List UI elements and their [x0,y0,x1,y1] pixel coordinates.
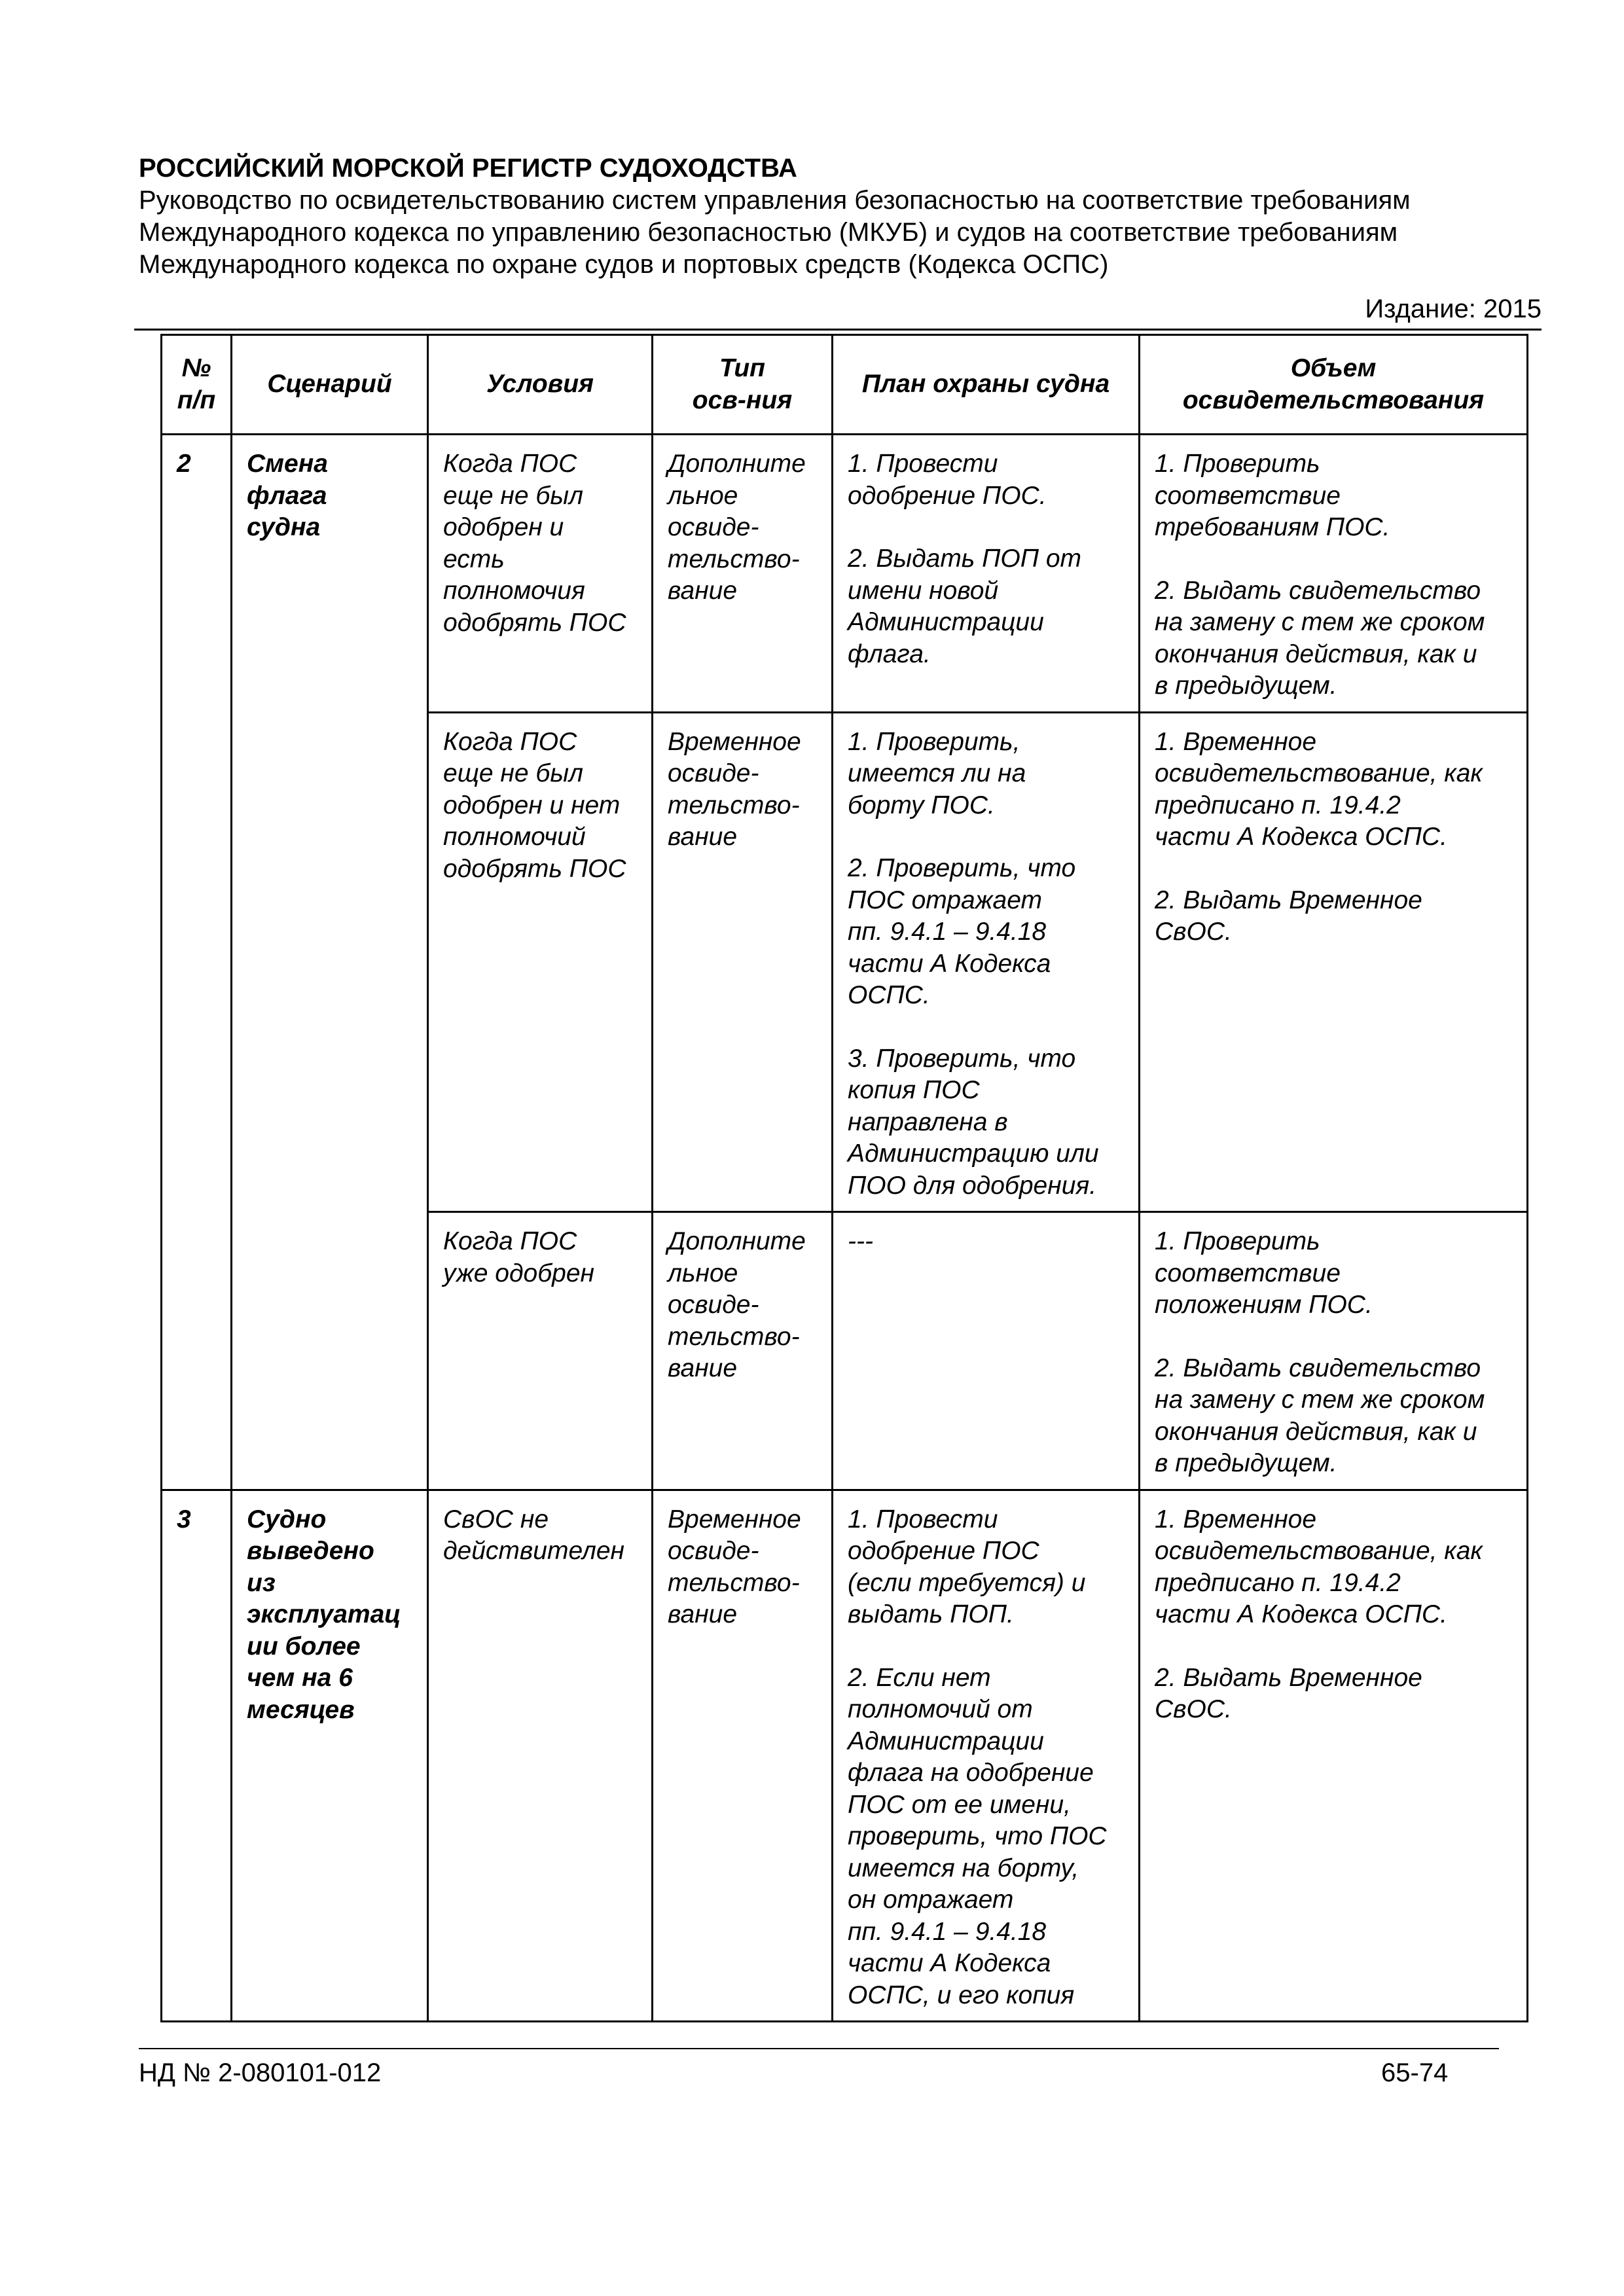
text-line: льное [668,1259,738,1287]
conditions-cell [428,435,653,713]
text-line: предписано п. 19.4.2 [1155,1568,1401,1597]
scope-item [1155,1662,1513,1726]
row-number-cell: 2 [162,435,232,1490]
col-conditions-header [428,335,653,435]
survey-type-cell [653,1490,833,2022]
text-line: Временное [668,1505,801,1534]
footer-page-number: 65-74 [1381,2058,1449,2087]
text-line: вание [668,1354,738,1382]
text-line: одобрять ПОС [443,608,626,637]
security-plan-cell [833,712,1140,1212]
scenario-cell [232,1490,428,2022]
text-line: вание [668,1600,738,1628]
text-line: на замену с тем же сроком [1155,1386,1485,1414]
text-line: 2. Выдать свидетельство [1155,576,1481,605]
text-line: Условия [486,370,594,399]
text-line: ОСПС. [848,981,930,1009]
table-body [162,435,1528,2022]
text-line: соответствие [1155,481,1341,510]
text-line: еще не был [443,759,584,787]
survey-type-cell [653,1212,833,1490]
text-line: флага. [848,639,931,668]
text-line: имеется ли на [848,759,1026,787]
plan-item [848,1504,1125,1631]
organization-title: РОССИЙСКИЙ МОРСКОЙ РЕГИСТР СУДОХОДСТВА [139,154,797,183]
text-line: СвОС не [443,1505,549,1534]
survey-type-cell [653,712,833,1212]
text-line: осв-ния [692,386,793,414]
text-line: льное [668,481,738,510]
text-line: (если требуется) и [848,1568,1086,1597]
survey-scope-cell [1140,435,1528,713]
text-line: полномочия [443,577,585,605]
text-line: выведено [247,1537,374,1565]
plan-item [848,1043,1125,1202]
text-line: --- [848,1227,873,1255]
text-line: одобрен и [443,513,564,541]
text-line: 2. Выдать Временное [1155,1663,1422,1692]
conditions-cell [428,1490,653,2022]
text-line: пп. 9.4.1 – 9.4.18 [848,1917,1047,1946]
text-line: СвОС. [1155,918,1232,946]
plan-item [848,1226,1125,1258]
security-plan-cell [833,435,1140,713]
text-line: уже одобрен [443,1259,595,1287]
text-line: пп. 9.4.1 – 9.4.18 [848,918,1047,946]
text-line: флага [247,481,327,510]
text-line: ПОС отражает [848,886,1042,914]
text-line: чем на 6 [247,1664,353,1692]
scope-item [1155,1226,1513,1321]
text-line: флага на одобрение [848,1759,1094,1787]
text-line: п/п [177,386,216,414]
col-number-header [162,335,232,435]
text-line: полномочий [443,823,586,851]
text-line: освиде- [668,759,759,787]
document-header [139,152,1526,281]
plan-item [848,1662,1125,2012]
text-line: освидетельствования [1182,386,1485,414]
text-line: в предыдущем. [1155,1449,1337,1477]
text-line: 1. Временное [1155,727,1317,756]
col-security-plan-header [833,335,1140,435]
survey-scope-cell [1140,1490,1528,2022]
plan-item [848,853,1125,1012]
text-line: борту ПОС. [848,791,995,819]
text-line: освидетельствование, как [1155,759,1483,787]
text-line: тельство- [668,1568,800,1597]
text-line: Когда ПОС [443,1227,577,1255]
text-line: 2. Если нет [848,1663,991,1692]
text-line: тельство- [668,791,800,819]
text-line: имени новой [848,576,999,605]
text-line: проверить, что ПОС [848,1822,1107,1850]
text-line: требованиям ПОС. [1155,513,1390,541]
text-line: Администрации [848,608,1044,636]
scenario-cell [232,435,428,1490]
text-line: 1. Проверить, [848,727,1020,756]
text-line: он отражает [848,1886,1014,1914]
text-line: вание [668,577,738,605]
conditions-cell [428,1212,653,1490]
col-survey-scope-header [1140,335,1528,435]
text-line: действителен [443,1537,624,1565]
text-line: месяцев [247,1695,355,1724]
text-line: освидетельствование, как [1155,1537,1483,1565]
text-line: предписано п. 19.4.2 [1155,791,1401,819]
scope-item [1155,1504,1513,1631]
text-line: освиде- [668,513,759,541]
text-line: освиде- [668,1537,759,1565]
text-line: ПОС от ее имени, [848,1790,1071,1819]
text-line: одобрение ПОС [848,1537,1039,1565]
edition-label: Издание: 2015 [1365,295,1542,323]
text-line: 1. Провести [848,450,998,478]
subtitle-line-1: Руководство по освидетельствованию систем управления безопасностью на соответствие требованиям [139,186,1411,215]
text-line: одобрение ПОС. [848,481,1047,510]
subtitle-line-3: Международного кодекса по охране судов и портовых средств (Кодекса ОСПС) [139,250,1109,279]
text-line: 1. Проверить [1155,1227,1320,1255]
table-row [162,1490,1528,2022]
text-line: Администрации [848,1727,1044,1755]
text-line: освиде- [668,1291,759,1319]
plan-item [848,726,1125,822]
text-line: выдать ПОП. [848,1600,1014,1628]
survey-scope-cell [1140,712,1528,1212]
text-line: 2. Выдать ПОП от [848,545,1082,573]
footer-divider [139,2048,1499,2049]
text-line: 2. Проверить, что [848,854,1076,882]
plan-item [848,448,1125,512]
security-plan-cell [833,1212,1140,1490]
subtitle-line-2: Международного кодекса по управлению безопасностью (МКУБ) и судов на соответствие требованиям [139,218,1398,247]
text-line: части А Кодекса [848,1949,1051,1977]
text-line: окончания действия, как и [1155,1417,1477,1446]
header-divider [134,329,1542,331]
text-line: окончания действия, как и [1155,639,1477,668]
survey-scope-cell [1140,1212,1528,1490]
text-line: 3. Проверить, что [848,1044,1076,1073]
text-line: Смена [247,450,328,478]
scope-item [1155,726,1513,853]
text-line: из [247,1568,276,1597]
text-line: есть [443,545,505,573]
text-line: копия ПОС [848,1076,980,1104]
text-line: Когда ПОС [443,450,577,478]
text-line: Судно [247,1505,327,1534]
text-line: ОСПС, и его копия [848,1981,1075,2009]
text-line: 1. Временное [1155,1505,1317,1534]
text-line: ии более [247,1632,361,1660]
text-line: 1. Проверить [1155,450,1320,478]
text-line: части А Кодекса ОСПС. [1155,823,1447,851]
text-line: вание [668,823,738,851]
text-line: Администрацию или [848,1139,1099,1168]
text-line: СвОС. [1155,1695,1232,1723]
scope-item [1155,448,1513,544]
text-line: части А Кодекса [848,949,1051,978]
document-subtitle [139,185,1526,281]
text-line: Когда ПОС [443,727,577,756]
text-line: Временное [668,727,801,756]
scope-item [1155,1353,1513,1480]
text-line: № [181,354,211,382]
text-line: одобрен и нет [443,791,621,819]
text-line: соответствие [1155,1259,1341,1287]
table-header-row [162,335,1528,435]
text-line: Сценарий [267,370,392,399]
text-line: еще не был [443,481,584,510]
scope-item [1155,575,1513,702]
text-line: направлена в [848,1107,1008,1136]
col-survey-type-header [653,335,833,435]
text-line: 2. Выдать свидетельство [1155,1354,1481,1382]
text-line: 1. Провести [848,1505,998,1534]
text-line: тельство- [668,1322,800,1351]
text-line: Тип [719,354,765,382]
text-line: на замену с тем же сроком [1155,608,1485,636]
text-line: ПОО для одобрения. [848,1171,1097,1200]
survey-scenarios-table [160,334,1528,2022]
footer-document-number: НД № 2-080101-012 [139,2058,382,2087]
text-line: Объем [1290,354,1377,382]
survey-type-cell [653,435,833,713]
plan-item [848,543,1125,670]
text-line: Дополните [668,450,806,478]
text-line: тельство- [668,545,800,573]
text-line: в предыдущем. [1155,672,1337,700]
security-plan-cell [833,1490,1140,2022]
col-scenario-header [232,335,428,435]
table-row [162,435,1528,713]
row-number-cell: 3 [162,1490,232,2022]
text-line: 2. Выдать Временное [1155,886,1422,914]
conditions-cell [428,712,653,1212]
text-line: Дополните [668,1227,806,1255]
text-line: имеется на борту, [848,1854,1079,1882]
text-line: одобрять ПОС [443,854,626,883]
text-line: части А Кодекса ОСПС. [1155,1600,1447,1628]
text-line: судна [247,513,321,541]
text-line: эксплуатац [247,1600,401,1628]
text-line: полномочий от [848,1695,1033,1723]
text-line: положениям ПОС. [1155,1291,1373,1319]
scope-item [1155,885,1513,948]
text-line: План охраны судна [861,370,1110,399]
